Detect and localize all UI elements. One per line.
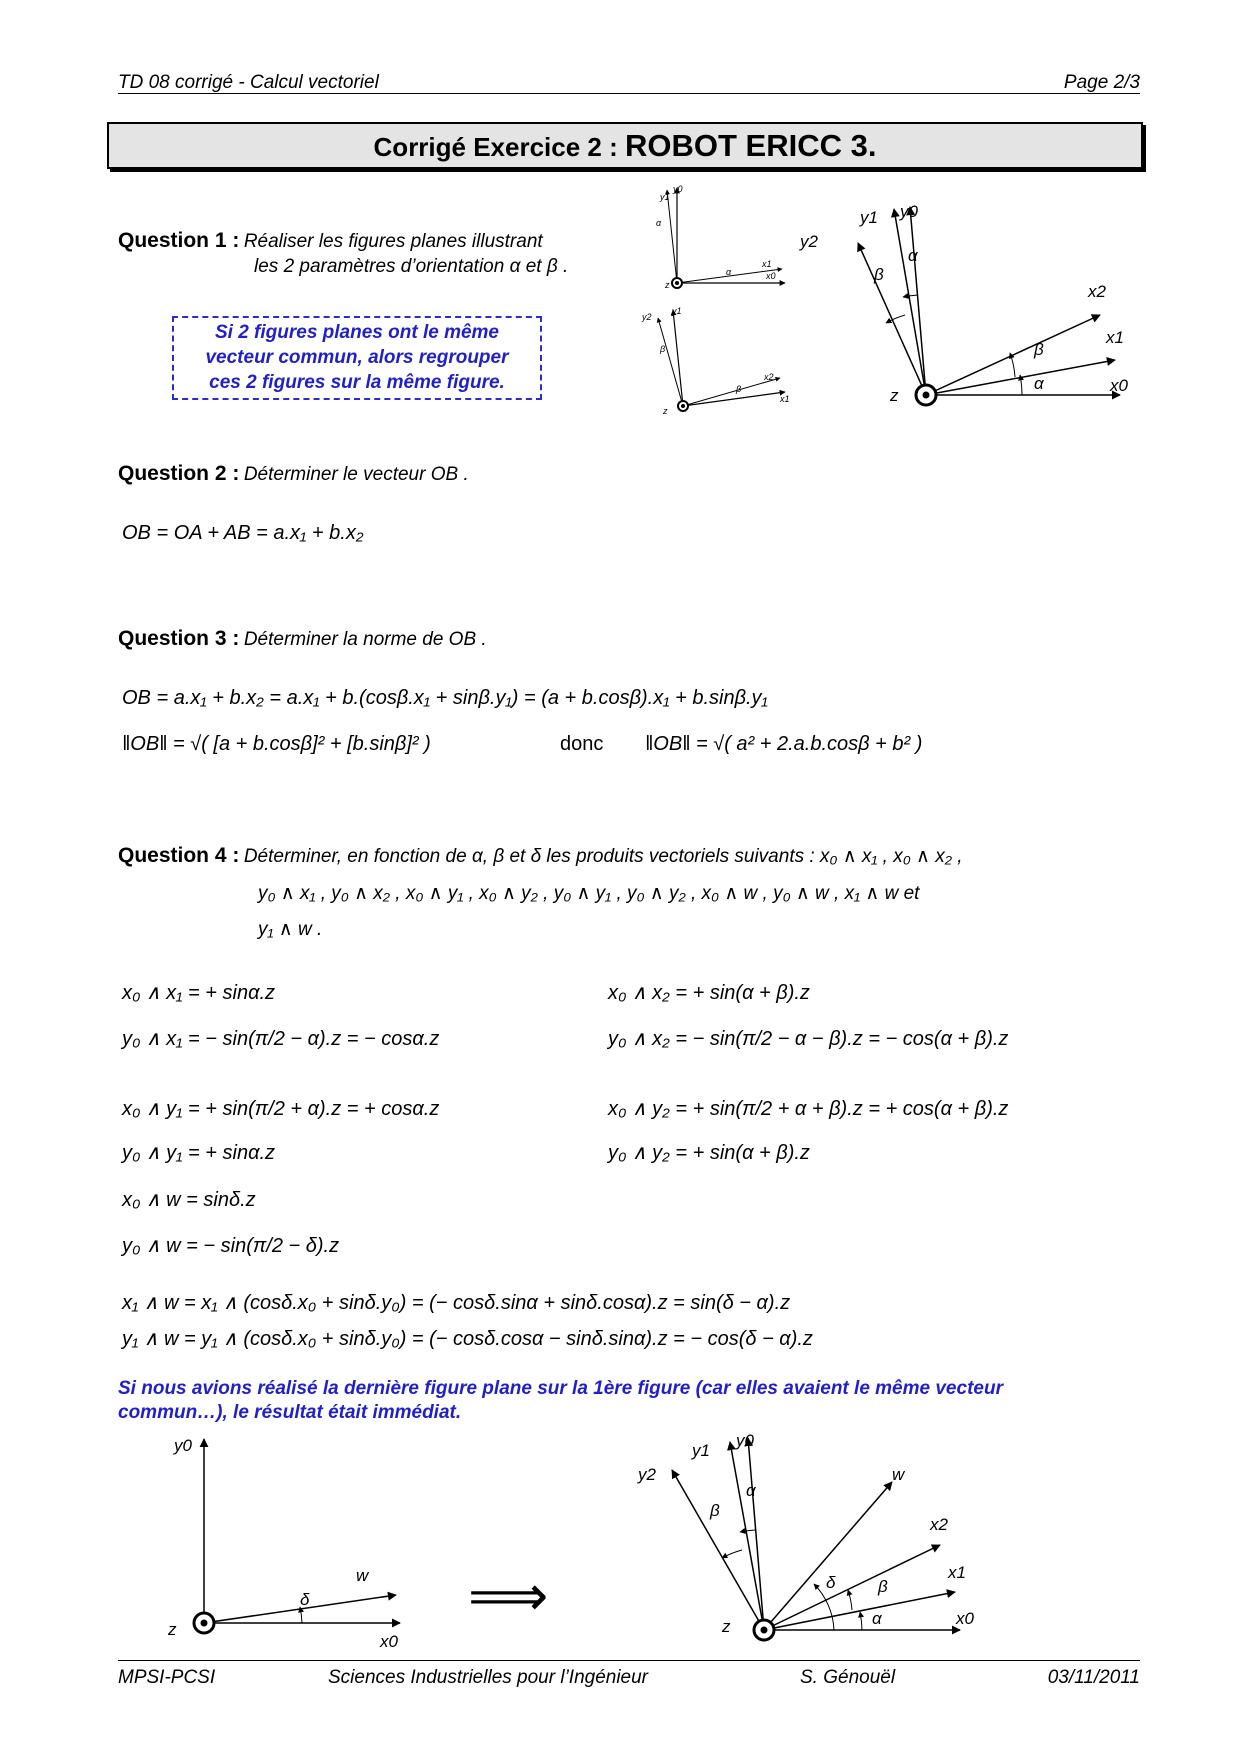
svg-text:x2: x2 [764, 372, 774, 382]
q3-text: Déterminer la norme de OB . [243, 629, 487, 650]
q4-text-line3: y₁ ∧ w . [258, 919, 323, 940]
svg-text:y2: y2 [800, 232, 818, 251]
q2-label: Question 2 : [118, 462, 240, 485]
svg-text:x1: x1 [948, 1563, 966, 1582]
footer-rule [118, 1660, 1140, 1661]
result-4: y₀ ∧ x₂ = − sin(π/2 − α − β).z = − cos(α + β).z [608, 1028, 1009, 1050]
conclusion-line2: commun…), le résultat était immédiat. [118, 1402, 462, 1423]
hint-line2: vecteur commun, alors regrouper [205, 347, 509, 368]
y0-axis [910, 207, 926, 395]
result-1: x₀ ∧ x₁ = + sinα.z [122, 982, 276, 1004]
q4-block [118, 844, 963, 868]
result-12: y₁ ∧ w = y₁ ∧ (cosδ.x₀ + sinδ.y₀) = (− cosδ.cosα − sinδ.sinα).z = − cos(δ − α).z [122, 1328, 813, 1350]
svg-text:α: α [908, 246, 918, 265]
title-main: ROBOT ERICC 3. [625, 128, 877, 163]
svg-text:α: α [872, 1609, 882, 1628]
result-3: y₀ ∧ x₁ = − sin(π/2 − α).z = − cosα.z [122, 1028, 440, 1050]
result-7: y₀ ∧ y₁ = + sinα.z [122, 1142, 276, 1164]
q3-label: Question 3 : [118, 627, 240, 650]
svg-text:x1: x1 [780, 394, 790, 404]
q2-answer: OB = OA + AB = a.x₁ + b.x₂ [122, 522, 364, 544]
svg-text:y2: y2 [642, 312, 652, 322]
svg-text:y1: y1 [692, 1441, 710, 1460]
full-figure [630, 1420, 1010, 1660]
q3-donc: donc [560, 733, 604, 755]
svg-text:w: w [892, 1465, 905, 1484]
result-8: y₀ ∧ y₂ = + sin(α + β).z [608, 1142, 810, 1164]
hint-line1: Si 2 figures planes ont le même [214, 322, 500, 343]
svg-text:β: β [660, 344, 666, 354]
svg-text:z: z [168, 1620, 177, 1639]
svg-text:x0: x0 [766, 271, 776, 281]
q2-block [118, 462, 469, 486]
svg-text:δ: δ [300, 1590, 310, 1609]
footer-author: S. Génouël [800, 1667, 896, 1688]
header-left: TD 08 corrigé - Calcul vectoriel [118, 72, 379, 93]
implies-arrow: ⟹ [468, 1564, 549, 1629]
title-prefix: Corrigé Exercice 2 : [373, 132, 625, 162]
svg-text:x0: x0 [380, 1632, 398, 1651]
svg-text:z: z [890, 386, 899, 405]
svg-text:z: z [663, 406, 668, 416]
conclusion-line1: Si nous avions réalisé la dernière figure plane sur la 1ère figure (car elles avaient le même vecteur [118, 1378, 1003, 1399]
q4-label: Question 4 : [118, 844, 240, 867]
result-10: y₀ ∧ w = − sin(π/2 − δ).z [122, 1235, 340, 1257]
figure-alpha-small [656, 184, 785, 290]
svg-text:z: z [665, 280, 670, 290]
footer-class: MPSI-PCSI [118, 1667, 216, 1688]
q1-label: Question 1 : [118, 229, 240, 252]
hint-line3: ces 2 figures sur la même figure. [209, 372, 505, 393]
result-5: x₀ ∧ y₁ = + sin(π/2 + α).z = + cosα.z [122, 1098, 440, 1120]
result-6: x₀ ∧ y₂ = + sin(π/2 + α + β).z = + cos(α + β).z [608, 1098, 1009, 1120]
result-11: x₁ ∧ w = x₁ ∧ (cosδ.x₀ + sinδ.y₀) = (− cosδ.sinα + sinδ.cosα).z = sin(δ − α).z [122, 1292, 791, 1314]
svg-text:y0: y0 [736, 1431, 754, 1450]
header-rule [118, 93, 1140, 94]
svg-text:y2: y2 [638, 1465, 656, 1484]
svg-text:y1: y1 [660, 192, 670, 202]
q3-norm-right: ‖OB‖ = √( a² + 2.a.b.cosβ + b² ) [645, 733, 923, 755]
x2-axis [926, 315, 1100, 395]
result-9: x₀ ∧ w = sinδ.z [122, 1189, 256, 1211]
svg-text:β: β [878, 1577, 888, 1596]
y1-axis [894, 209, 926, 395]
y0-axis [748, 1438, 764, 1630]
svg-text:y1: y1 [860, 208, 878, 227]
svg-text:y1: y1 [672, 306, 682, 316]
q1-block [118, 229, 543, 253]
x2-axis [764, 1545, 940, 1630]
svg-text:x2: x2 [1088, 282, 1106, 301]
q3-block [118, 627, 487, 651]
svg-text:z: z [722, 1617, 731, 1636]
q3-norm-left: ‖OB‖ = √( [a + b.cosβ]² + [b.sinβ]² ) [122, 733, 431, 755]
svg-text:x0: x0 [1110, 376, 1128, 395]
svg-text:x2: x2 [930, 1515, 948, 1534]
footer-subject: Sciences Industrielles pour l’Ingénieur [328, 1667, 649, 1688]
y2-axis [858, 243, 926, 395]
svg-text:α: α [656, 218, 662, 228]
svg-text:y0: y0 [900, 202, 918, 221]
svg-text:β: β [710, 1501, 720, 1520]
svg-text:x1: x1 [1106, 328, 1124, 347]
q3-line1: OB = a.x₁ + b.x₂ = a.x₁ + b.(cosβ.x₁ + sinβ.y₁) = (a + b.cosβ).x₁ + b.sinβ.y₁ [122, 687, 768, 709]
hint-box [172, 316, 542, 400]
q4-text-line1: Déterminer, en fonction de α, β et δ les produits vectoriels suivants : x₀ ∧ x₁ , x₀ ∧ x₂ , [243, 846, 963, 867]
svg-text:x1: x1 [762, 259, 772, 269]
svg-text:w: w [356, 1566, 369, 1585]
q2-text: Déterminer le vecteur OB . [243, 464, 469, 485]
svg-text:δ: δ [826, 1573, 836, 1592]
result-2: x₀ ∧ x₂ = + sin(α + β).z [608, 982, 810, 1004]
svg-text:x0: x0 [956, 1609, 974, 1628]
figure-beta-small [641, 306, 790, 416]
page-title [107, 122, 1143, 169]
q1-text-line1: Réaliser les figures planes illustrant [243, 231, 543, 252]
q4-text-line2: y₀ ∧ x₁ , y₀ ∧ x₂ , x₀ ∧ y₁ , x₀ ∧ y₂ , y₀ ∧ y₁ , y₀ ∧ y₂ , x₀ ∧ w , y₀ ∧ w , x₁ ∧ w et [258, 883, 920, 904]
footer-date: 03/11/2011 [1047, 1667, 1140, 1688]
svg-text:β: β [1034, 340, 1044, 359]
svg-text:y0: y0 [174, 1436, 192, 1455]
header-page: Page 2/3 [1063, 72, 1140, 93]
q1-text-line2: les 2 paramètres d’orientation α et β . [254, 256, 569, 277]
svg-text:α: α [726, 267, 732, 277]
svg-text:β: β [874, 265, 884, 284]
delta-figure [160, 1425, 420, 1655]
combined-figure [790, 195, 1150, 435]
svg-text:β: β [736, 384, 742, 394]
svg-text:α: α [1034, 374, 1044, 393]
svg-text:α: α [746, 1481, 756, 1500]
small-figures [630, 180, 800, 420]
svg-text:y0: y0 [673, 184, 683, 194]
